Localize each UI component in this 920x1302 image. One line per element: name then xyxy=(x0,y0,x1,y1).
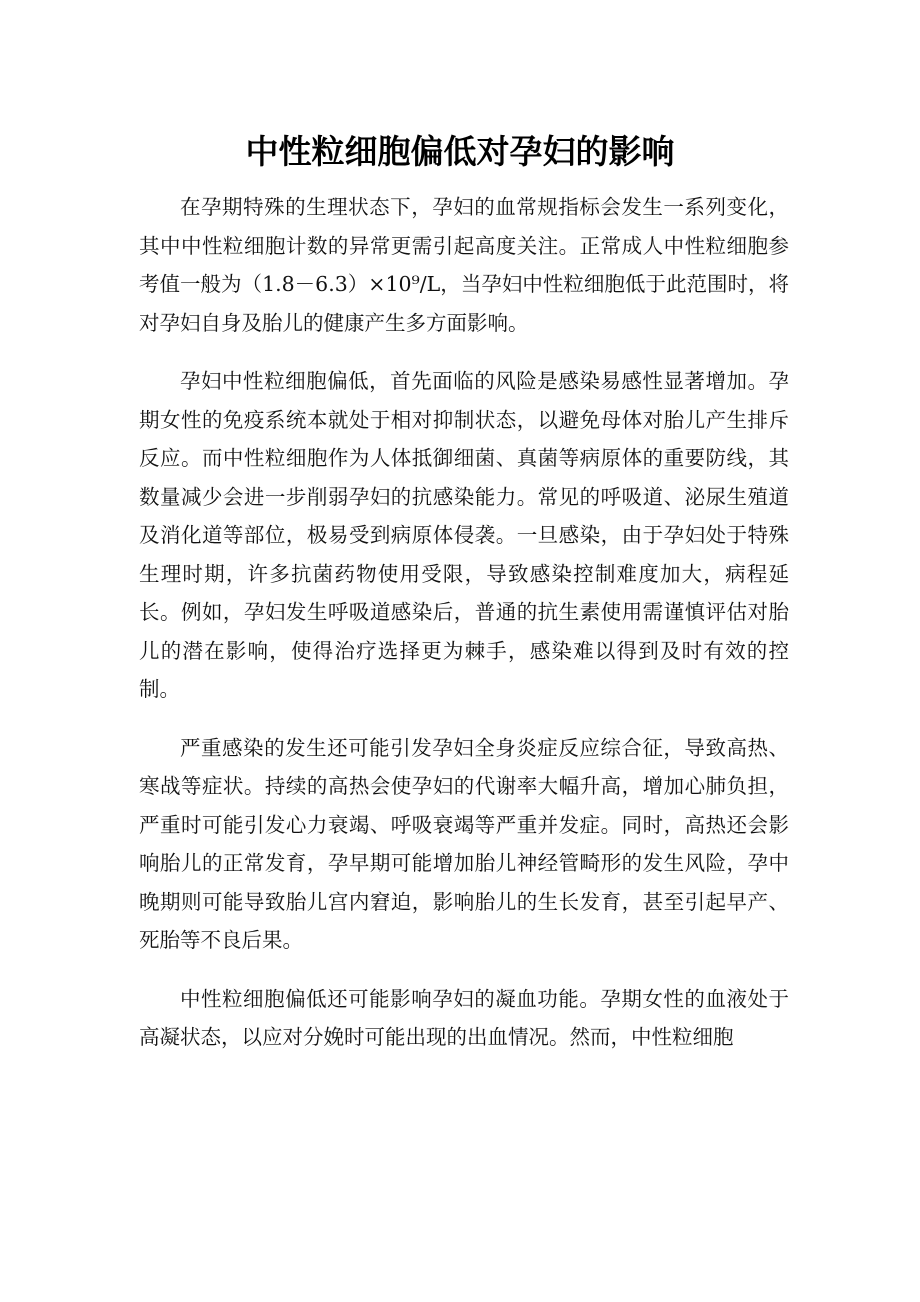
paragraph-1: 在孕期特殊的生理状态下，孕妇的血常规指标会发生一系列变化，其中中性粒细胞计数的异常更需引起高度关注。正常成人中性粒细胞参考值一般为（1.8－6.3）×10⁹/L，当孕妇中性粒细胞低于此范围时，将对孕妇自身及胎儿的健康产生多方面影响。 xyxy=(139,195,789,335)
paragraph-3: 严重感染的发生还可能引发孕妇全身炎症反应综合征，导致高热、寒战等症状。持续的高热会使孕妇的代谢率大幅升高，增加心肺负担，严重时可能引发心力衰竭、呼吸衰竭等严重并发症。同时，高热还会影响胎儿的正常发育，孕早期可能增加胎儿神经管畸形的发生风险，孕中晚期则可能导致胎儿宫内窘迫，影响胎儿的生长发育，甚至引起早产、死胎等不良后果。 xyxy=(139,735,789,952)
paragraph-4: 中性粒细胞偏低还可能影响孕妇的凝血功能。孕期女性的血液处于高凝状态，以应对分娩时可能出现的出血情况。然而，中性粒细胞 xyxy=(139,986,789,1049)
document-title: 中性粒细胞偏低对孕妇的影响 xyxy=(245,132,675,171)
document-body xyxy=(139,188,789,1077)
paragraph-2: 孕妇中性粒细胞偏低，首先面临的风险是感染易感性显著增加。孕期女性的免疫系统本就处于相对抑制状态，以避免母体对胎儿产生排斥反应。而中性粒细胞作为人体抵御细菌、真菌等病原体的重要防线，其数量减少会进一步削弱孕妇的抗感染能力。常见的呼吸道、泌尿生殖道及消化道等部位，极易受到病原体侵袭。一旦感染，由于孕妇处于特殊生理时期，许多抗菌药物使用受限，导致感染控制难度加大，病程延长。例如，孕妇发生呼吸道感染后，普通的抗生素使用需谨慎评估对胎儿的潜在影响，使得治疗选择更为棘手，感染难以得到及时有效的控制。 xyxy=(139,369,789,701)
